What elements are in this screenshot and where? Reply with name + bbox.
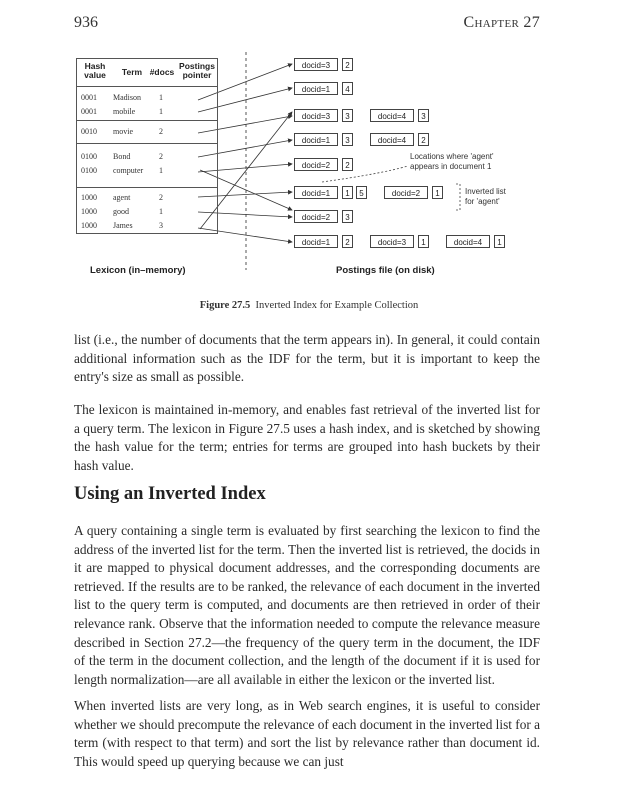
posting-frequency: 3 <box>342 133 353 146</box>
posting-docid: docid=3 <box>370 235 414 248</box>
annotation-inverted-list: Inverted list for 'agent' <box>465 187 506 206</box>
posting-frequency: 2 <box>342 158 353 171</box>
lexicon-hash: 0001 <box>81 93 97 102</box>
posting-frequency: 3 <box>342 210 353 223</box>
lexicon-term: Madison <box>113 93 141 102</box>
lexicon-hash: 0100 <box>81 152 97 161</box>
header-hash: Hash value <box>84 61 106 80</box>
inverted-list-bracket <box>456 184 460 210</box>
posting-frequency: 3 <box>418 109 429 122</box>
posting-docid: docid=1 <box>294 186 338 199</box>
posting-frequency: 2 <box>342 235 353 248</box>
section-title: Using an Inverted Index <box>74 484 266 504</box>
paragraph-1: list (i.e., the number of documents that the term appears in). In general, it could contain additional information such as the IDF for the term, but it is important to keep the entry's size as small as possible. <box>74 332 540 385</box>
lexicon-term: Bond <box>113 152 131 161</box>
lexicon-hash: 1000 <box>81 207 97 216</box>
lexicon-term: computer <box>113 166 144 175</box>
lexicon-hash: 0010 <box>81 127 97 136</box>
lexicon-label: Lexicon (in–memory) <box>90 265 186 276</box>
posting-frequency: 1 <box>432 186 443 199</box>
lexicon-docs: 2 <box>159 152 163 161</box>
figure-inverted-index <box>0 0 618 311</box>
posting-frequency: 3 <box>342 109 353 122</box>
posting-docid: docid=3 <box>294 109 338 122</box>
posting-frequency: 2 <box>342 58 353 71</box>
lexicon-term: James <box>113 221 133 230</box>
paragraph-3: A query containing a single term is evaluated by first searching the lexicon to find the address of the inverted list for the term. Then the inverted list is retrieved, the docids in it are mapped to physical document addresses, and the corresponding documents are retrieved. If the results are to be ranked, the relevance of each document in the inverted list to the query term is computed, and documents are then retrieved in order of their relevance rank. Observe that the information needed to compute the relevance measure described in Section 27.2—the frequency of the query term in the document, the IDF of the term in the document collection, and the length of the document if it is used for length normalization—are all available in either the lexicon or the inverted list. <box>74 523 540 687</box>
posting-frequency: 1 <box>494 235 505 248</box>
posting-frequency: 4 <box>342 82 353 95</box>
lexicon-hash: 0001 <box>81 107 97 116</box>
lexicon-term: movie <box>113 127 133 136</box>
posting-docid: docid=2 <box>294 210 338 223</box>
posting-frequency: 1 <box>418 235 429 248</box>
posting-docid: docid=2 <box>384 186 428 199</box>
lexicon-hash: 1000 <box>81 221 97 230</box>
postings-label: Postings file (on disk) <box>336 265 435 276</box>
caption-text: Inverted Index for Example Collection <box>255 300 419 311</box>
header-postings: Postings pointer <box>179 61 215 80</box>
posting-docid: docid=2 <box>294 158 338 171</box>
page-number: 936 <box>74 14 98 31</box>
chapter-heading: Chapter 27 <box>463 14 540 31</box>
lexicon-docs: 1 <box>159 107 163 116</box>
lexicon-docs: 2 <box>159 193 163 202</box>
posting-docid: docid=1 <box>294 133 338 146</box>
lexicon-docs: 1 <box>159 166 163 175</box>
lexicon-term: agent <box>113 193 131 202</box>
annotation-locations: Locations where 'agent' appears in document 1 <box>410 152 494 171</box>
posting-frequency: 2 <box>418 133 429 146</box>
lexicon-docs: 2 <box>159 127 163 136</box>
lexicon-docs: 1 <box>159 93 163 102</box>
posting-docid: docid=1 <box>294 82 338 95</box>
posting-docid: docid=4 <box>370 133 414 146</box>
posting-docid: docid=1 <box>294 235 338 248</box>
lexicon-hash: 0100 <box>81 166 97 175</box>
posting-location: 5 <box>356 186 367 199</box>
lexicon-docs: 3 <box>159 221 163 230</box>
lexicon-hash: 1000 <box>81 193 97 202</box>
paragraph-4: When inverted lists are very long, as in Web search engines, it is useful to consider whether we should precompute the relevance of each document in the inverted list for a term (with respect to that term) and sort the list by relevance rather than document id. This would speed up querying because we can just <box>74 698 540 769</box>
lexicon-term: good <box>113 207 129 216</box>
lexicon-docs: 1 <box>159 207 163 216</box>
posting-docid: docid=3 <box>294 58 338 71</box>
caption-label: Figure 27.5 <box>199 300 251 311</box>
posting-docid: docid=4 <box>446 235 490 248</box>
figure-caption <box>0 300 618 311</box>
paragraph-2: The lexicon is maintained in-memory, and enables fast retrieval of the inverted list for a query term. The lexicon in Figure 27.5 uses a hash index, and is sketched by showing the hash value for the term; entries for terms are grouped into hash buckets by their hash value. <box>74 402 540 473</box>
header-term: Term <box>121 67 143 77</box>
posting-frequency: 1 <box>342 186 353 199</box>
lexicon-term: mobile <box>113 107 136 116</box>
posting-docid: docid=4 <box>370 109 414 122</box>
lexicon-table <box>76 58 218 234</box>
header-docs: #docs <box>149 67 175 77</box>
